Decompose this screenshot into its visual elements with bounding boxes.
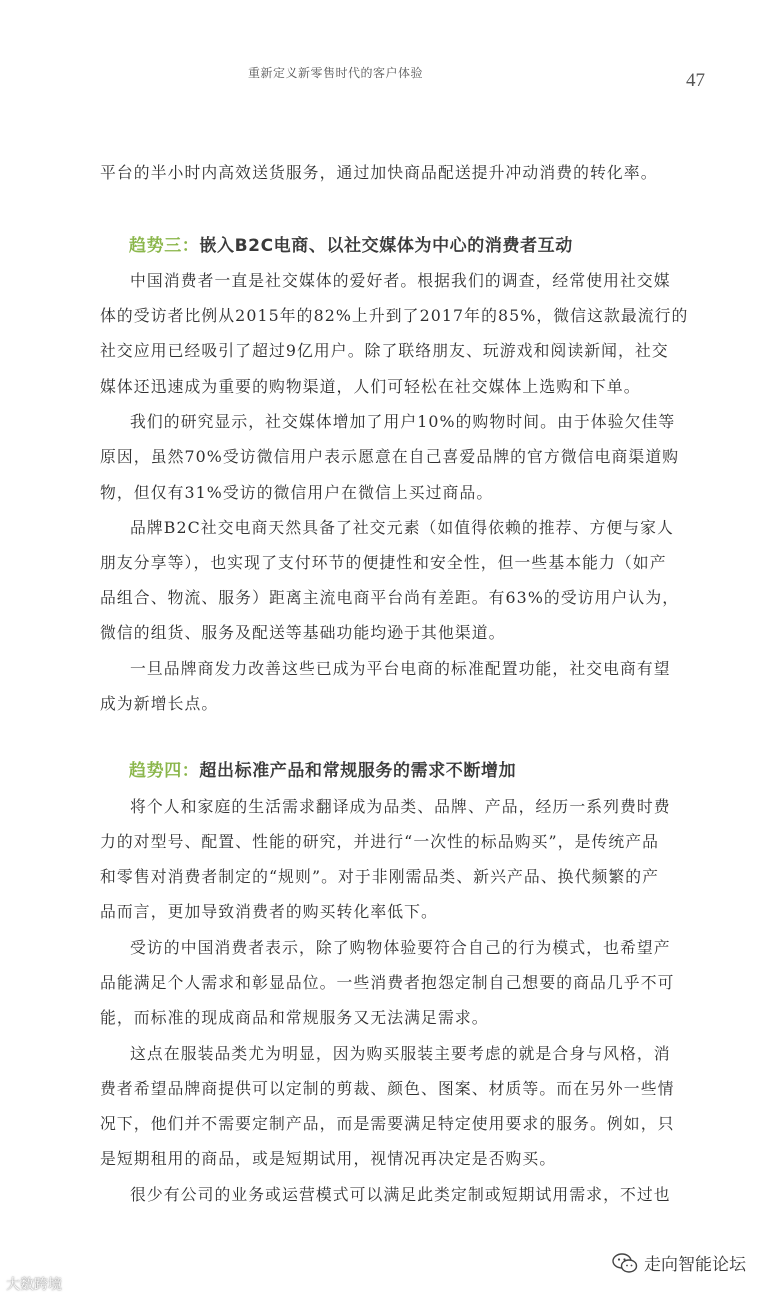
body-line: 品组合、物流、服务）距离主流电商平台尚有差距。有63%的受访用户认为， <box>100 588 680 607</box>
body-line: 和零售对消费者制定的“规则”。对于非刚需品类、新兴产品、换代频繁的产 <box>100 867 660 886</box>
body-line: 力的对型号、配置、性能的研究，并进行“一次性的标品购买”，是传统产品 <box>100 832 660 851</box>
body-line: 体的受访者比例从2015年的82%上升到了2017年的85%，微信这款最流行的 <box>100 306 689 325</box>
body-line: 我们的研究显示，社交媒体增加了用户10%的购物时间。由于体验欠佳等 <box>130 412 676 431</box>
wechat-icon <box>612 1252 638 1274</box>
heading-text: 嵌入B2C电商、以社交媒体为中心的消费者互动 <box>199 236 573 256</box>
body-line: 很少有公司的业务或运营模式可以满足此类定制或短期试用需求，不过也 <box>130 1185 671 1204</box>
watermark-right <box>612 1250 746 1275</box>
body-line: 社交应用已经吸引了超过9亿用户。除了联络朋友、玩游戏和阅读新闻，社交 <box>100 341 669 360</box>
section-heading-trend-3 <box>129 231 573 256</box>
watermark-left-text: 大数跨境 <box>6 1277 62 1293</box>
body-line: 品牌B2C社交电商天然具备了社交元素（如值得依赖的推荐、方便与家人 <box>130 518 674 537</box>
body-line: 一旦品牌商发力改善这些已成为平台电商的标准配置功能，社交电商有望 <box>130 659 671 678</box>
body-line: 媒体还迅速成为重要的购物渠道，人们可轻松在社交媒体上选购和下单。 <box>100 377 641 396</box>
heading-text: 超出标准产品和常规服务的需求不断增加 <box>199 761 517 781</box>
body-line: 费者希望品牌商提供可以定制的剪裁、颜色、图案、材质等。而在另外一些情 <box>100 1079 675 1098</box>
body-line: 原因，虽然70%受访微信用户表示愿意在自己喜爱品牌的官方微信电商渠道购 <box>100 447 680 466</box>
page-number: 47 <box>686 70 705 91</box>
body-line: 微信的组货、服务及配送等基础功能均逊于其他渠道。 <box>100 623 506 642</box>
body-line: 中国消费者一直是社交媒体的爱好者。根据我们的调查，经常使用社交媒 <box>130 271 671 290</box>
body-line: 受访的中国消费者表示，除了购物体验要符合自己的行为模式，也希望产 <box>130 938 671 957</box>
trend-label: 趋势三： <box>129 236 200 256</box>
body-line: 将个人和家庭的生活需求翻译成为品类、品牌、产品，经历一系列费时费 <box>130 797 671 816</box>
body-line: 物，但仅有31%受访的微信用户在微信上买过商品。 <box>100 483 494 502</box>
trend-label: 趋势四： <box>129 761 200 781</box>
body-line: 品而言，更加导致消费者的购买转化率低下。 <box>100 902 438 921</box>
body-line: 朋友分享等），也实现了支付环节的便捷性和安全性，但一些基本能力（如产 <box>100 553 667 572</box>
body-line: 平台的半小时内高效送货服务，通过加快商品配送提升冲动消费的转化率。 <box>100 163 658 182</box>
running-header-title: 重新定义新零售时代的客户体验 <box>248 66 424 80</box>
body-line: 品能满足个人需求和彰显品位。一些消费者抱怨定制自己想要的商品几乎不可 <box>100 973 675 992</box>
body-line: 况下，他们并不需要定制产品，而是需要满足特定使用要求的服务。例如，只 <box>100 1114 675 1133</box>
body-line: 能，而标准的现成商品和常规服务又无法满足需求。 <box>100 1008 489 1027</box>
watermark-left <box>6 1274 62 1294</box>
watermark-right-text: 走向智能论坛 <box>644 1255 746 1275</box>
body-line: 这点在服装品类尤为明显，因为购买服装主要考虑的就是合身与风格，消 <box>130 1044 671 1063</box>
section-heading-trend-4 <box>129 756 516 781</box>
body-line: 是短期租用的商品，或是短期试用，视情况再决定是否购买。 <box>100 1149 557 1168</box>
body-line: 成为新增长点。 <box>100 694 219 713</box>
